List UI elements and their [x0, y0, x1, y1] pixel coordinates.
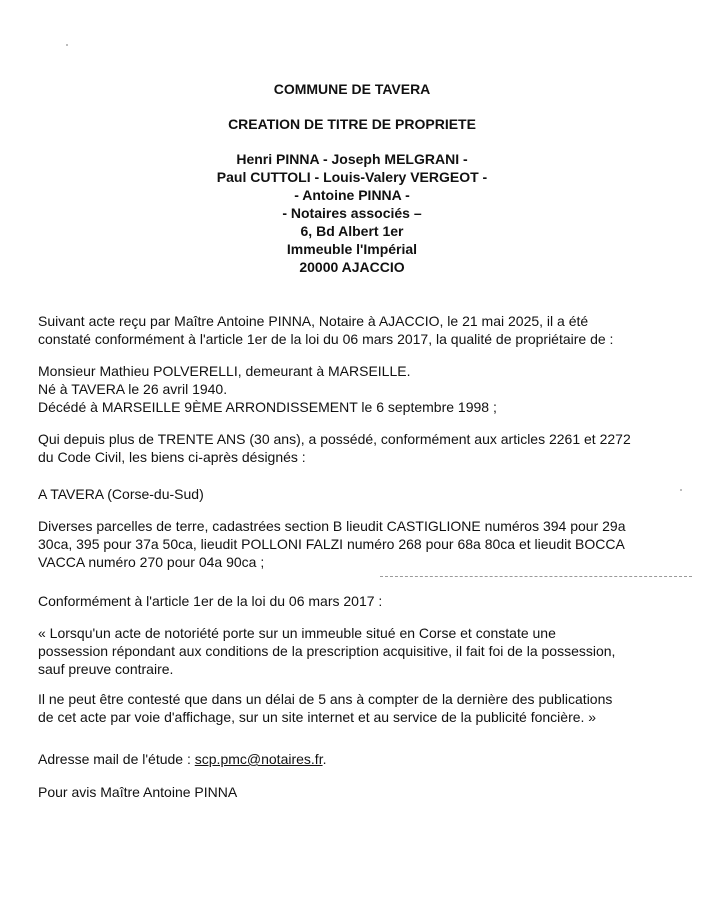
document-title: CREATION DE TITRE DE PROPRIETE [228, 116, 476, 132]
paragraph-loi: Conformément à l'article 1er de la loi du 06 mars 2017 : [38, 593, 383, 609]
paragraph-email [38, 750, 688, 768]
scan-artifact-line [380, 576, 692, 577]
notaires-line: Henri PINNA - Joseph MELGRANI - [236, 151, 468, 167]
notaires-line: - Notaires associés – [282, 205, 422, 221]
notaires-block [0, 150, 704, 276]
email-label: Adresse mail de l'étude : [38, 751, 195, 767]
paragraph-acte: Suivant acte reçu par Maître Antoine PINNA, Notaire à AJACCIO, le 21 mai 2025, il a été constaté conformément à l'article 1er de la loi du 06 mars 2017, la qualité de propriétaire de : [38, 313, 614, 347]
paragraph-parcelles: Diverses parcelles de terre, cadastrées section B lieudit CASTIGLIONE numéros 394 pour 29a 30ca, 395 pour 37a 50ca, lieudit POLLONI FALZI numéro 268 pour 68a 80ca et lieudit BOCCA VACCA numéro 270 pour 04a 90ca ; [38, 518, 626, 570]
notaires-line: Paul CUTTOLI - Louis-Valery VERGEOT - [216, 169, 488, 185]
paragraph-commune: A TAVERA (Corse-du-Sud) [38, 486, 204, 502]
paragraph-signature: Pour avis Maître Antoine PINNA [38, 784, 238, 800]
notaires-address-line: 20000 AJACCIO [299, 259, 405, 275]
notaires-address-line: Immeuble l'Impérial [286, 241, 418, 257]
paragraph-possession: Qui depuis plus de TRENTE ANS (30 ans), a possédé, conformément aux articles 2261 et 2272 du Code Civil, les biens ci-après désignés : [38, 431, 631, 465]
paragraph-proprietaire: Monsieur Mathieu POLVERELLI, demeurant à MARSEILLE. Né à TAVERA le 26 avril 1940. Décédé à MARSEILLE 9ÈME ARRONDISSEMENT le 6 septembre 1998 ; [38, 363, 497, 415]
scan-artifact [66, 44, 68, 46]
paragraph-citation-2: Il ne peut être contesté que dans un délai de 5 ans à compter de la dernière des publications de cet acte par voie d'affichage, sur un site internet et au service de la publicité foncière. » [38, 691, 613, 725]
paragraph-citation-1: « Lorsqu'un acte de notoriété porte sur un immeuble situé en Corse et constate une possession répondant aux conditions de la prescription acquisitive, il fait foi de la possession, sauf preuve contraire. [38, 625, 616, 677]
notaires-address-line: 6, Bd Albert 1er [300, 223, 404, 239]
email-link[interactable]: scp.pmc@notaires.fr [194, 751, 323, 767]
email-period: . [322, 751, 327, 767]
notaires-line: - Antoine PINNA - [294, 187, 410, 203]
commune-heading: COMMUNE DE TAVERA [273, 81, 431, 97]
